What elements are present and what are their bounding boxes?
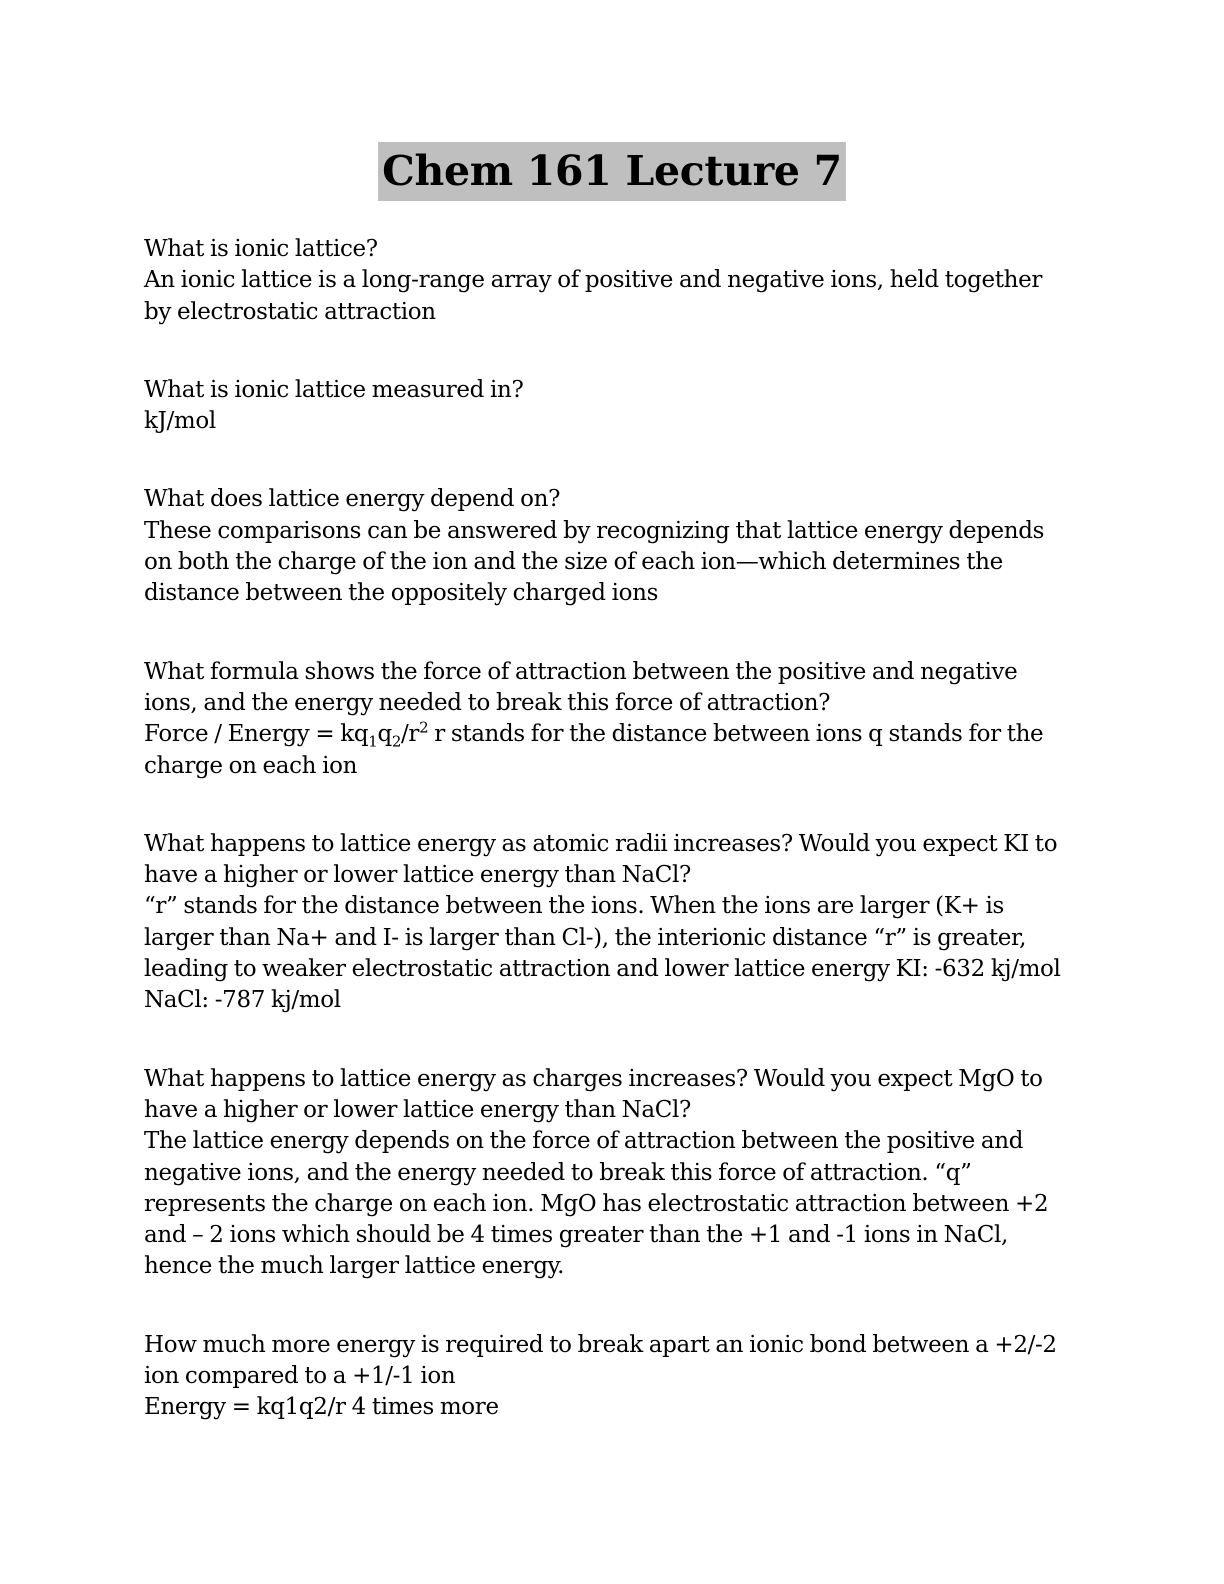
question-text: What happens to lattice energy as atomic radii increases? Would you expect KI to have a higher or lower lattice energy than NaCl? — [144, 830, 1058, 889]
qa-block — [144, 234, 1074, 328]
qa-block — [144, 1330, 1074, 1424]
qa-block — [144, 829, 1074, 1017]
answer-text: An ionic lattice is a long-range array of positive and negative ions, held together by electrostatic attraction — [144, 267, 1043, 325]
qa-block — [144, 484, 1074, 609]
title-block — [0, 142, 1224, 201]
question-text: What happens to lattice energy as charges increases? Would you expect MgO to have a higher or lower lattice energy than NaCl? — [144, 1065, 1043, 1123]
answer-text: The lattice energy depends on the force of attraction between the positive and negative ions, and the energy needed to break this force of attraction. “q” represents the charge on each ion. MgO has electrostatic attraction between +2 and – 2 ions which should be 4 times greater than the +1 and -1 ions in NaCl, hence the much larger lattice energy. — [144, 1128, 1049, 1280]
question-text: What is ionic lattice measured in? — [144, 376, 524, 403]
answer-text: These comparisons can be answered by recognizing that lattice energy depends on both the charge of the ion and the size of each ion—which determines the distance between the oppositely charged ions — [144, 517, 1045, 607]
page-title: Chem 161 Lecture 7 — [378, 142, 846, 201]
answer-text: Energy = kq1q2/r 4 times more — [144, 1394, 499, 1421]
qa-block — [144, 657, 1074, 782]
question-text: What is ionic lattice? — [144, 236, 378, 262]
formula-subscript: 2 — [391, 732, 402, 751]
formula-prefix: Force / Energy = kq — [144, 721, 369, 748]
formula-part: q — [377, 721, 392, 748]
question-text: What formula shows the force of attraction between the positive and negative ions, and the energy needed to break this force of attraction? — [144, 658, 1018, 716]
document-body — [144, 234, 1074, 1471]
formula-subscript: 1 — [368, 732, 378, 751]
answer-text — [144, 719, 1074, 782]
formula-superscript: 2 — [419, 718, 429, 737]
formula-explanation: r stands for the distance between ions q stands for the charge on each ion — [144, 721, 1044, 779]
qa-block — [144, 375, 1074, 438]
answer-text: kJ/mol — [144, 408, 216, 435]
question-text: What does lattice energy depend on? — [144, 486, 561, 513]
qa-block — [144, 1064, 1074, 1283]
formula-part: /r — [401, 721, 420, 748]
question-text: How much more energy is required to break apart an ionic bond between a +2/-2 ion compared to a +1/-1 ion — [144, 1331, 1057, 1390]
answer-text: “r” stands for the distance between the ions. When the ions are larger (K+ is larger than Na+ and I- is larger than Cl-), the interionic distance “r” is greater, leading to weaker electrostatic attraction and lower lattice energy KI: -632 kj/mol NaCl: -787 kj/mol — [144, 893, 1061, 1014]
